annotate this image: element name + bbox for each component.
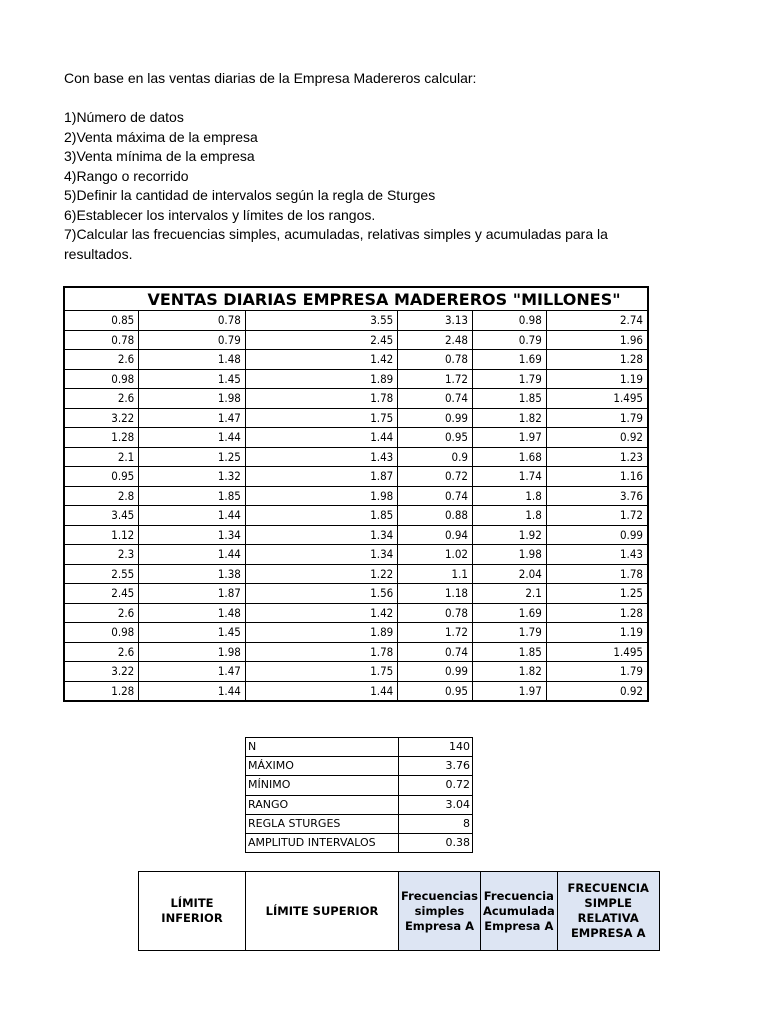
- table-cell: 1.45: [139, 369, 246, 389]
- table-cell: 1.79: [473, 623, 547, 643]
- table-cell: 3.22: [64, 408, 139, 428]
- stats-table-body: [246, 738, 473, 853]
- table-cell: 1.72: [398, 369, 473, 389]
- table-cell: 2.6: [64, 350, 139, 370]
- table-cell: 1.75: [245, 662, 397, 682]
- table-cell: 1.87: [139, 584, 246, 604]
- header-frecuencia-relativa: FRECUENCIA SIMPLE RELATIVA EMPRESA A: [557, 872, 659, 951]
- stats-row: [246, 776, 473, 795]
- table-cell: 3.22: [64, 662, 139, 682]
- table-cell: 0.85: [64, 311, 139, 331]
- sales-table-body: [64, 311, 648, 702]
- table-cell: 1.43: [245, 447, 397, 467]
- frequency-table: [138, 871, 660, 951]
- stats-value: 0.38: [399, 833, 473, 852]
- table-cell: 1.89: [245, 369, 397, 389]
- table-cell: 1.85: [473, 389, 547, 409]
- instruction-item: 4)Rango o recorrido: [64, 167, 189, 184]
- table-cell: 1.97: [473, 681, 547, 701]
- stats-value: 8: [399, 814, 473, 833]
- table-cell: 1.44: [139, 545, 246, 565]
- table-cell: 1.98: [139, 642, 246, 662]
- instructions-title: Con base en las ventas diarias de la Empresa Madereros calcular:: [64, 70, 477, 86]
- table-cell: 1.85: [139, 486, 246, 506]
- table-cell: 1.45: [139, 623, 246, 643]
- table-cell: 2.6: [64, 389, 139, 409]
- sales-table-title: VENTAS DIARIAS EMPRESA MADEREROS "MILLONES": [64, 287, 648, 311]
- table-cell: 1.96: [546, 330, 648, 350]
- table-cell: 2.3: [64, 545, 139, 565]
- table-cell: 0.99: [546, 525, 648, 545]
- table-cell: 1.97: [473, 428, 547, 448]
- table-cell: 0.72: [398, 467, 473, 487]
- stats-label: MÁXIMO: [246, 757, 399, 776]
- table-cell: 2.6: [64, 603, 139, 623]
- table-cell: 1.44: [139, 506, 246, 526]
- table-cell: 1.56: [245, 584, 397, 604]
- table-cell: 1.43: [546, 545, 648, 565]
- table-cell: 1.02: [398, 545, 473, 565]
- table-cell: 1.48: [139, 350, 246, 370]
- table-cell: 1.98: [139, 389, 246, 409]
- table-cell: 1.495: [546, 642, 648, 662]
- stats-label: REGLA STURGES: [246, 814, 399, 833]
- spacer: [64, 89, 664, 109]
- table-cell: 2.74: [546, 311, 648, 331]
- stats-row: [246, 795, 473, 814]
- stats-label: MÍNIMO: [246, 776, 399, 795]
- table-row: [64, 350, 648, 370]
- table-cell: 0.99: [398, 662, 473, 682]
- instruction-item: 6)Establecer los intervalos y límites de los rangos.: [64, 206, 376, 223]
- table-row: [64, 584, 648, 604]
- table-cell: 1.44: [139, 428, 246, 448]
- sales-table-header-row: [64, 287, 648, 311]
- table-cell: 1.72: [398, 623, 473, 643]
- table-cell: 1.47: [139, 662, 246, 682]
- table-cell: 2.45: [64, 584, 139, 604]
- table-cell: 1.89: [245, 623, 397, 643]
- table-cell: 0.74: [398, 389, 473, 409]
- table-cell: 1.12: [64, 525, 139, 545]
- table-cell: 1.78: [546, 564, 648, 584]
- table-cell: 0.79: [473, 330, 547, 350]
- table-cell: 2.6: [64, 642, 139, 662]
- table-row: [64, 642, 648, 662]
- table-cell: 1.85: [473, 642, 547, 662]
- table-cell: 1.92: [473, 525, 547, 545]
- sales-table: [63, 286, 649, 702]
- table-cell: 1.68: [473, 447, 547, 467]
- table-cell: 1.44: [245, 681, 397, 701]
- table-cell: 0.98: [64, 623, 139, 643]
- table-cell: 0.78: [398, 350, 473, 370]
- table-cell: 1.44: [139, 681, 246, 701]
- table-cell: 1.28: [64, 681, 139, 701]
- table-cell: 0.92: [546, 428, 648, 448]
- table-cell: 1.74: [473, 467, 547, 487]
- stats-label: AMPLITUD INTERVALOS: [246, 833, 399, 852]
- table-cell: 0.95: [398, 681, 473, 701]
- table-cell: 1.69: [473, 350, 547, 370]
- table-cell: 1.72: [546, 506, 648, 526]
- table-row: [64, 603, 648, 623]
- table-cell: 0.98: [473, 311, 547, 331]
- table-row: [64, 467, 648, 487]
- table-cell: 1.38: [139, 564, 246, 584]
- table-cell: 0.78: [398, 603, 473, 623]
- stats-value: 3.04: [399, 795, 473, 814]
- instruction-item: 1)Número de datos: [64, 109, 184, 125]
- stats-row: [246, 814, 473, 833]
- stats-row: [246, 757, 473, 776]
- table-cell: 2.55: [64, 564, 139, 584]
- table-cell: 1.8: [473, 506, 547, 526]
- table-cell: 2.1: [473, 584, 547, 604]
- table-row: [64, 681, 648, 701]
- table-cell: 0.78: [139, 311, 246, 331]
- table-row: [64, 525, 648, 545]
- table-cell: 3.13: [398, 311, 473, 331]
- header-frecuencia-acumulada: Frecuencia Acumulada Empresa A: [480, 872, 557, 951]
- instruction-item: 3)Venta mínima de la empresa: [64, 148, 255, 164]
- instructions: [64, 69, 664, 264]
- table-cell: 0.94: [398, 525, 473, 545]
- table-cell: 1.79: [546, 408, 648, 428]
- table-row: [64, 564, 648, 584]
- table-cell: 0.99: [398, 408, 473, 428]
- stats-value: 0.72: [399, 776, 473, 795]
- table-cell: 1.42: [245, 603, 397, 623]
- table-cell: 1.42: [245, 350, 397, 370]
- table-cell: 2.1: [64, 447, 139, 467]
- table-cell: 1.75: [245, 408, 397, 428]
- table-row: [64, 447, 648, 467]
- instruction-item: 2)Venta máxima de la empresa: [64, 128, 258, 145]
- table-cell: 1.495: [546, 389, 648, 409]
- table-cell: 0.9: [398, 447, 473, 467]
- table-cell: 3.45: [64, 506, 139, 526]
- table-cell: 1.34: [245, 545, 397, 565]
- table-row: [64, 662, 648, 682]
- table-row: [64, 428, 648, 448]
- table-cell: 1.34: [139, 525, 246, 545]
- table-row: [64, 311, 648, 331]
- table-cell: 1.25: [139, 447, 246, 467]
- table-cell: 1.78: [245, 389, 397, 409]
- table-cell: 1.82: [473, 662, 547, 682]
- table-cell: 1.34: [245, 525, 397, 545]
- table-cell: 0.79: [139, 330, 246, 350]
- stats-label: N: [246, 738, 399, 757]
- table-cell: 1.69: [473, 603, 547, 623]
- table-cell: 2.48: [398, 330, 473, 350]
- table-row: [64, 623, 648, 643]
- table-cell: 1.23: [546, 447, 648, 467]
- table-cell: 0.92: [546, 681, 648, 701]
- stats-label: RANGO: [246, 795, 399, 814]
- table-cell: 2.45: [245, 330, 397, 350]
- table-cell: 1.28: [64, 428, 139, 448]
- table-cell: 3.76: [546, 486, 648, 506]
- instruction-item: 7)Calcular las frecuencias simples, acumuladas, relativas simples y acumuladas para la resultados.: [64, 226, 608, 262]
- table-cell: 1.18: [398, 584, 473, 604]
- table-cell: 1.78: [245, 642, 397, 662]
- table-cell: 0.88: [398, 506, 473, 526]
- stats-value: 3.76: [399, 757, 473, 776]
- frequency-table-header-row: [139, 872, 660, 951]
- table-cell: 1.79: [473, 369, 547, 389]
- table-row: [64, 486, 648, 506]
- stats-value: 140: [399, 738, 473, 757]
- table-cell: 1.1: [398, 564, 473, 584]
- table-cell: 3.55: [245, 311, 397, 331]
- instruction-item: 5)Definir la cantidad de intervalos según la regla de Sturges: [64, 187, 436, 203]
- table-cell: 1.87: [245, 467, 397, 487]
- table-row: [64, 506, 648, 526]
- table-row: [64, 389, 648, 409]
- table-cell: 0.95: [64, 467, 139, 487]
- table-cell: 0.74: [398, 642, 473, 662]
- table-cell: 1.79: [546, 662, 648, 682]
- table-cell: 1.98: [473, 545, 547, 565]
- stats-row: [246, 738, 473, 757]
- table-cell: 1.25: [546, 584, 648, 604]
- table-cell: 1.28: [546, 603, 648, 623]
- table-cell: 1.98: [245, 486, 397, 506]
- table-row: [64, 330, 648, 350]
- table-cell: 0.95: [398, 428, 473, 448]
- table-cell: 0.78: [64, 330, 139, 350]
- stats-row: [246, 833, 473, 852]
- table-cell: 1.44: [245, 428, 397, 448]
- table-cell: 1.28: [546, 350, 648, 370]
- table-cell: 1.16: [546, 467, 648, 487]
- table-cell: 1.82: [473, 408, 547, 428]
- table-cell: 2.04: [473, 564, 547, 584]
- table-cell: 0.98: [64, 369, 139, 389]
- table-cell: 1.19: [546, 369, 648, 389]
- table-cell: 1.47: [139, 408, 246, 428]
- table-cell: 2.8: [64, 486, 139, 506]
- table-row: [64, 369, 648, 389]
- header-limite-superior: LÍMITE SUPERIOR: [246, 872, 399, 951]
- table-cell: 1.85: [245, 506, 397, 526]
- header-frecuencias-simples: Frecuencias simples Empresa A: [399, 872, 481, 951]
- table-cell: 1.48: [139, 603, 246, 623]
- table-cell: 1.22: [245, 564, 397, 584]
- table-cell: 1.19: [546, 623, 648, 643]
- table-row: [64, 545, 648, 565]
- table-row: [64, 408, 648, 428]
- stats-table: [245, 737, 473, 853]
- table-cell: 1.32: [139, 467, 246, 487]
- header-limite-inferior: LÍMITE INFERIOR: [139, 872, 246, 951]
- table-cell: 1.8: [473, 486, 547, 506]
- table-cell: 0.74: [398, 486, 473, 506]
